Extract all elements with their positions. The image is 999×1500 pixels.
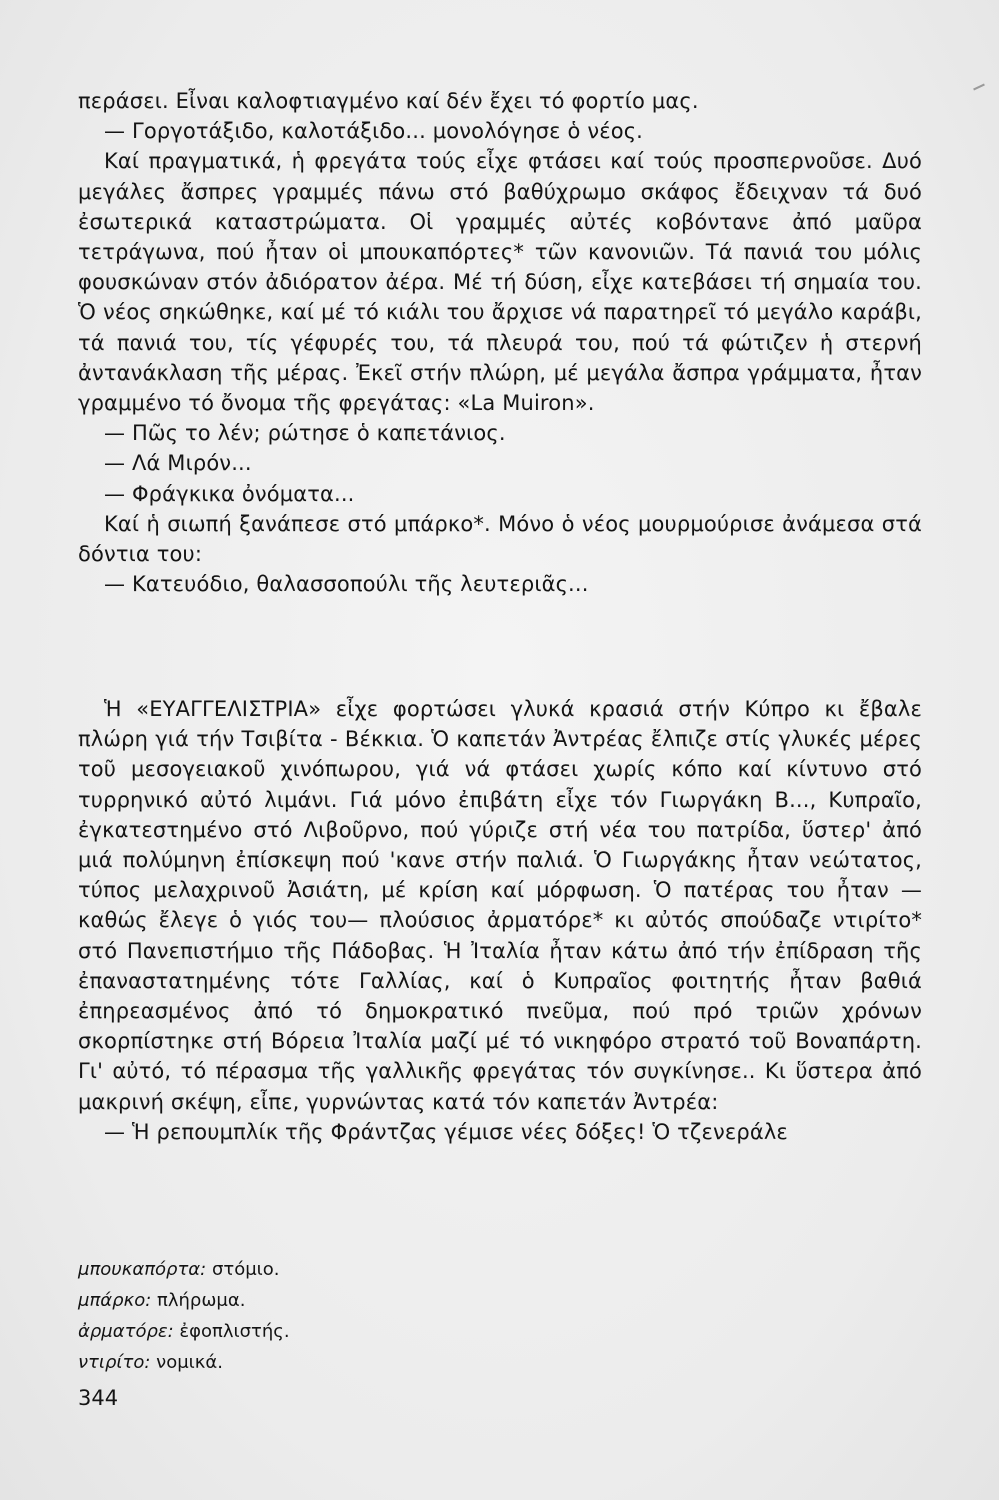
footnote-term: μπάρκο: xyxy=(78,1290,152,1311)
dialogue-line: — Πῶς το λέν; ρώτησε ὁ καπετάνιος. xyxy=(104,421,506,446)
dialogue-line: — Ἡ ρεπουμπλίκ τῆς Φράντζας γέμισε νέες δόξες! Ὁ τζενεράλε xyxy=(104,1119,788,1144)
dialogue-line: — Γοργοτάξιδο, καλοτάξιδο... μονολόγησε ὁ νέος. xyxy=(104,119,644,144)
footnote-definition: νομικά. xyxy=(156,1352,223,1373)
dialogue-line: — Κατευόδιο, θαλασσοπούλι τῆς λευτεριᾶς... xyxy=(104,572,589,597)
dialogue-line: — Φράγκικα ὀνόματα... xyxy=(104,481,355,506)
footnote-definition: πλήρωμα. xyxy=(157,1290,246,1311)
text-block-upper xyxy=(78,86,922,599)
paragraph: περάσει. Εἶναι καλοφτιαγμένο καί δέν ἔχει τό φορτίο μας. xyxy=(78,89,699,113)
paragraph: Καί πραγματικά, ἡ φρεγάτα τούς εἶχε φτάσει καί τούς προσπερνοῦσε. Δυό μεγάλες ἄσπρες γραμμές πάνω στό βαθύχρωμο σκάφος ἔδειχναν τά δυό ἐσωτερικά καταστρώματα. Οἱ γραμμές αὐτές κοβόντανε ἀπό μαῦρα τετράγωνα, πού ἦταν οἱ μπουκαπόρτες* τῶν κανονιῶν. Τά πανιά του μόλις φουσκώναν στόν ἀδιόρατον ἀέρα. Μέ τή δύση, εἶχε κατεβάσει τή σημαία του. Ὁ νέος σηκώθηκε, καί μέ τό κιάλι του ἄρχισε νά παρατηρεῖ τό μεγάλο καράβι, τά πανιά του, τίς γέφυρές του, τά πλευρά του, πού τά φώτιζεν ἡ στερνή ἀντανάκλαση τῆς μέρας. Ἐκεῖ στήν πλώρη, μέ μεγάλα ἄσπρα γράμματα, ἦταν γραμμένο τό ὄνομα τῆς φρεγάτας: «La Muiron». xyxy=(78,149,922,416)
paragraph: Καί ἡ σιωπή ξανάπεσε στό μπάρκο*. Μόνο ὁ νέος μουρμούρισε ἀνάμεσα στά δόντια του: xyxy=(78,511,922,567)
footnote xyxy=(78,1285,678,1316)
footnote xyxy=(78,1347,678,1378)
footnote xyxy=(78,1316,678,1347)
footnote-definition: ἐφοπλιστής. xyxy=(179,1321,290,1342)
paragraph: Ἡ «ΕΥΑΓΓΕΛΙΣΤΡΙΑ» εἶχε φορτώσει γλυκά κρασιά στήν Κύπρο κι ἔβαλε πλώρη γιά τήν Τσιβίτα - Βέκκια. Ὁ καπετάν Ἀντρέας ἔλπιζε στίς γλυκές μέρες τοῦ μεσογειακοῦ χινόπωρου, γιά νά φτάσει χωρίς κόπο καί κίντυνο στό τυρρηνικό αὐτό λιμάνι. Γιά μόνο ἐπιβάτη εἶχε τόν Γιωργάκη Β..., Κυπραῖο, ἐγκατεστημένο στό Λιβοῦρνο, πού γύριζε στή νέα του πατρίδα, ὕστερ' ἀπό μιά πολύμηνη ἐπίσκεψη πού 'κανε στήν παλιά. Ὁ Γιωργάκης ἦταν νεώτατος, τύπος μελαχρινοῦ Ἀσιάτη, μέ κρίση καί μόρφωση. Ὁ πατέρας του ἦταν —καθώς ἔλεγε ὁ γιός του— πλούσιος ἀρματόρε* κι αὐτός σπούδαζε ντιρίτο* στό Πανεπιστήμιο τῆς Πάδοβας. Ἡ Ἰταλία ἦταν κάτω ἀπό τήν ἐπίδραση τῆς ἐπαναστατημένης τότε Γαλλίας, καί ὁ Κυπραῖος φοιτητής ἦταν βαθιά ἐπηρεασμένος ἀπό τό δημοκρατικό πνεῦμα, πού πρό τριῶν χρόνων σκορπίστηκε στή Βόρεια Ἰταλία μαζί μέ τό νικηφόρο στρατό τοῦ Βοναπάρτη. Γι' αὐτό, τό πέρασμα τῆς γαλλικῆς φρεγάτας τόν συγκίνησε.. Κι ὕστερα ἀπό μακρινή σκέψη, εἶπε, γυρνώντας κατά τόν καπετάν Ἀντρέα: xyxy=(78,697,922,1114)
footnote-term: μπουκαπόρτα: xyxy=(78,1259,207,1280)
footnote xyxy=(78,1254,678,1285)
text-block-lower xyxy=(78,694,922,1147)
footnote-term: ντιρίτο: xyxy=(78,1352,151,1373)
page-number: 344 xyxy=(78,1386,119,1410)
footnotes xyxy=(78,1254,678,1378)
footnote-definition: στόμιο. xyxy=(211,1259,280,1280)
margin-mark xyxy=(973,84,985,91)
dialogue-line: — Λά Μιρόν... xyxy=(104,451,252,476)
footnote-term: ἀρματόρε: xyxy=(78,1321,174,1342)
